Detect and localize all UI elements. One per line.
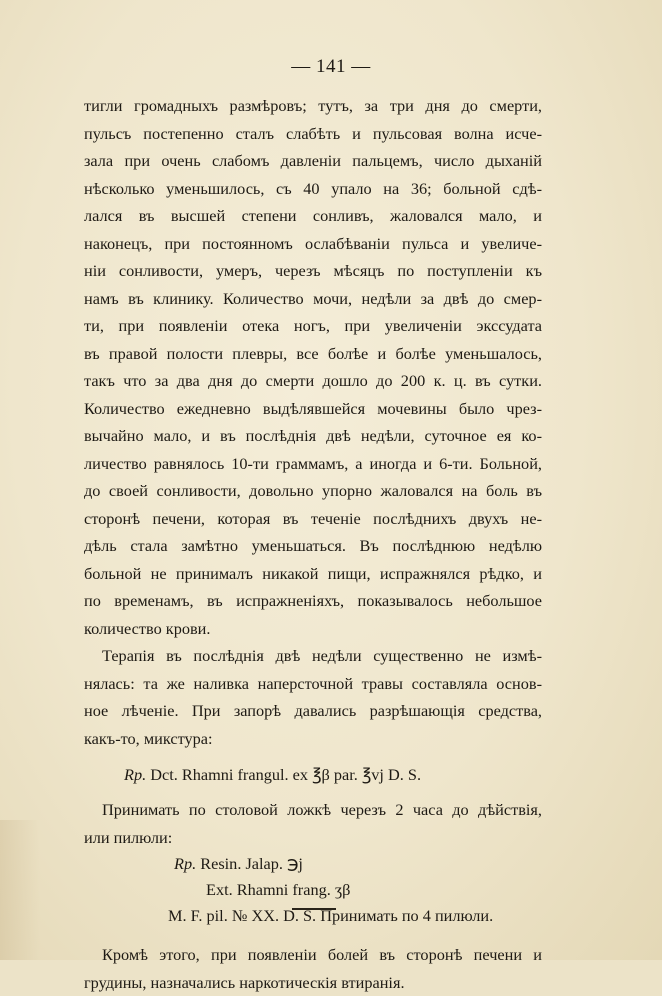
text-line: пульсъ постепенно сталъ слабѣть и пульсовая волна исче-: [84, 120, 542, 148]
paragraph-2: [84, 642, 542, 752]
prescription-line: [84, 903, 542, 929]
text-line: нялась: та же наливка наперсточной травы составляла основ-: [84, 670, 542, 698]
text-line: дѣль стала замѣтно уменьшаться. Въ послѣднюю недѣлю: [84, 532, 542, 560]
text-line: Терапія въ послѣднія двѣ недѣли существенно не измѣ-: [84, 642, 542, 670]
prescription-line: [84, 851, 542, 877]
paragraph-3: [84, 796, 542, 851]
text-line: сторонѣ печени, которая въ теченіе послѣднихъ двухъ не-: [84, 505, 542, 533]
prescription-text: Dct. Rhamni frangul. ex ℥β par. ℥vj D. S.: [150, 765, 421, 784]
text-line: лался въ высшей степени сонливъ, жаловался мало, и: [84, 202, 542, 230]
text-line: наконецъ, при постоянномъ ослабѣваніи пульса и увеличе-: [84, 230, 542, 258]
text-line: нѣсколько уменьшилось, съ 40 упало на 36; больной сдѣ-: [84, 175, 542, 203]
prescription-text: M. F. pil. № XX. D. S. Принимать по 4 пилюли.: [168, 906, 493, 925]
page-edge-stain: [0, 820, 40, 960]
text-line: ти, при появленіи отека ногъ, при увеличеніи экссудата: [84, 312, 542, 340]
text-line: количество крови.: [84, 615, 542, 643]
paragraph-1: [84, 92, 542, 642]
text-line: Принимать по столовой ложкѣ черезъ 2 часа до дѣйствія,: [84, 796, 542, 824]
page-number: — 141 —: [0, 56, 662, 78]
text-line: ное лѣченіе. При запорѣ давались разрѣшающія средства,: [84, 697, 542, 725]
text-line: личество равнялось 10-ти граммамъ, а иногда и 6-ти. Больной,: [84, 450, 542, 478]
end-rule: [292, 908, 336, 910]
page-body: [84, 92, 542, 996]
paragraph-4: [84, 941, 542, 996]
text-line: больной не принималъ никакой пищи, испражнялся рѣдко, и: [84, 560, 542, 588]
text-line: такъ что за два дня до смерти дошло до 200 к. ц. въ сутки.: [84, 367, 542, 395]
text-line: до своей сонливости, довольно упорно жаловался на боль въ: [84, 477, 542, 505]
text-line: какъ-то, микстура:: [84, 725, 542, 753]
text-line: Количество ежедневно выдѣлявшейся мочевины было чрез-: [84, 395, 542, 423]
text-line: или пилюли:: [84, 824, 542, 852]
text-line: вычайно мало, и въ послѣднія двѣ недѣли, суточное ея ко-: [84, 422, 542, 450]
prescription-line: [84, 877, 542, 903]
prescription-text: Ext. Rhamni frang. ʒβ: [206, 880, 350, 899]
recipe-abbrev: Rp.: [124, 765, 146, 784]
text-line: ніи сонливости, умеръ, черезъ мѣсяцъ по поступленіи къ: [84, 257, 542, 285]
recipe-abbrev: Rp.: [174, 854, 196, 873]
prescription-text: Resin. Jalap. ℈j: [200, 854, 303, 873]
text-line: по временамъ, въ испражненіяхъ, показывалось небольшое: [84, 587, 542, 615]
text-line: зала при очень слабомъ давленіи пальцемъ, число дыханій: [84, 147, 542, 175]
text-line: намъ въ клинику. Количество мочи, недѣли за двѣ до смер-: [84, 285, 542, 313]
text-line: тигли громадныхъ размѣровъ; тутъ, за три дня до смерти,: [84, 92, 542, 120]
text-line: грудины, назначались наркотическія втиранія.: [84, 969, 542, 996]
text-line: Кромѣ этого, при появленіи болей въ сторонѣ печени и: [84, 941, 542, 969]
prescription-pills: [84, 851, 542, 929]
prescription-mixture: [84, 760, 542, 790]
text-line: въ правой полости плевры, все болѣе и болѣе уменьшалось,: [84, 340, 542, 368]
